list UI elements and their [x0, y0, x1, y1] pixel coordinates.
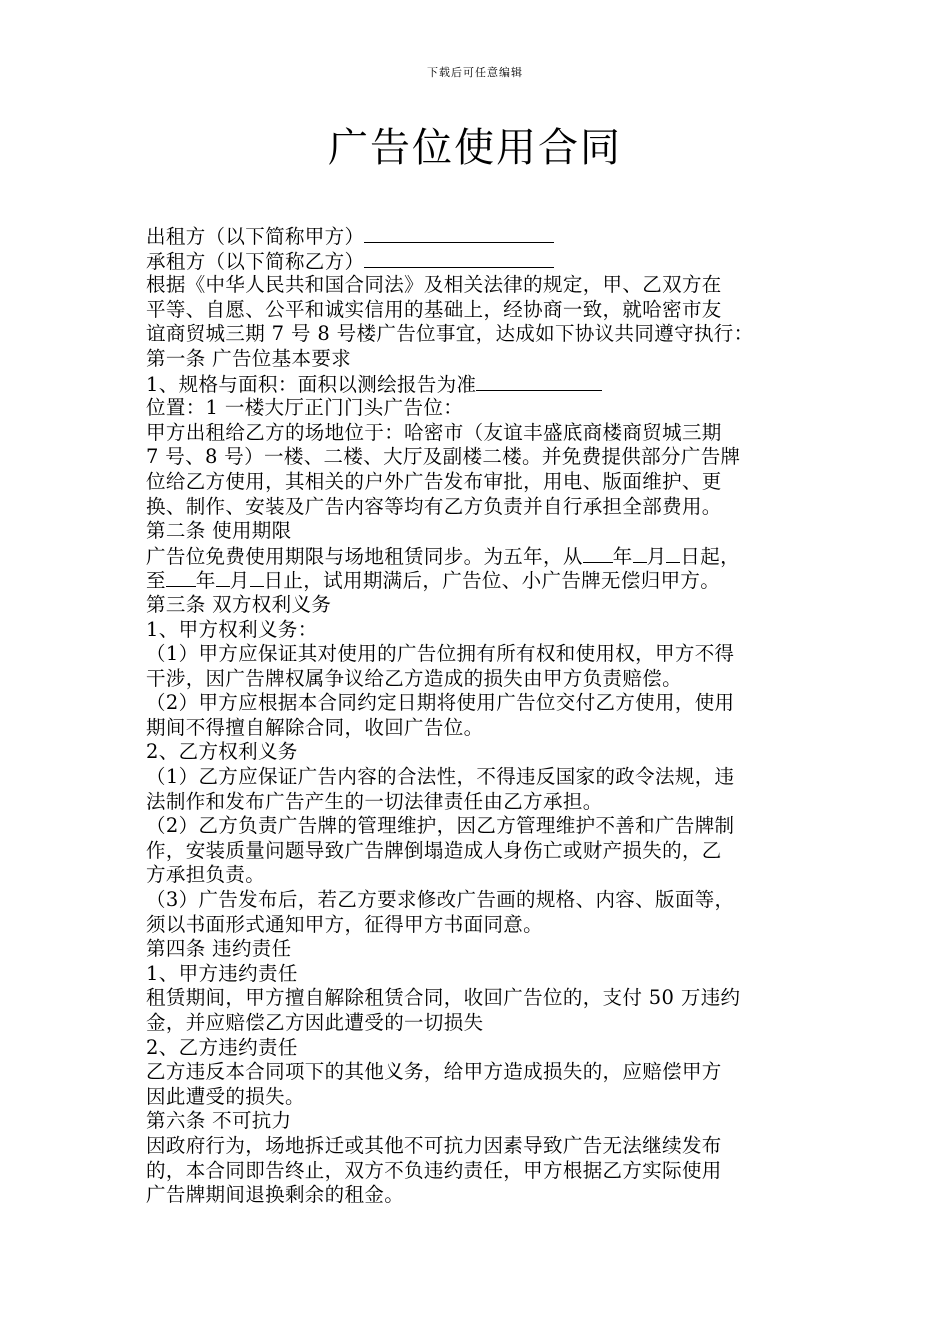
party-b-breach-text: 因此遭受的损失。	[146, 1084, 305, 1108]
month-label: 月	[229, 569, 250, 593]
party-b-duties-heading: 2、乙方权利义务	[146, 740, 298, 764]
lessee-line	[146, 249, 806, 274]
party-a-breach-text: 租赁期间，甲方擅自解除租赁合同，收回广告位的，支付 50 万违约	[146, 986, 741, 1010]
article-4-heading: 第四条 违约责任	[146, 937, 292, 961]
header-note: 下载后可任意编辑	[427, 66, 523, 79]
article-1-text: 位给乙方使用，其相关的户外广告发布审批，用电、版面维护、更	[146, 469, 722, 493]
article-6-heading: 第六条 不可抗力	[146, 1109, 292, 1133]
party-b-duty-text: 法制作和发布广告产生的一切法律责任由乙方承担。	[146, 789, 603, 813]
party-a-breach-text: 金，并应赔偿乙方因此遭受的一切损失	[146, 1011, 484, 1034]
force-majeure-text: 的，本合同即告终止，双方不负违约责任，甲方根据乙方实际使用	[146, 1158, 722, 1182]
term-start-line	[146, 544, 806, 569]
article-1-text: 换、制作、安装及广告内容等均有乙方负责并自行承担全部费用。	[146, 494, 722, 518]
end-month-blank[interactable]	[216, 568, 230, 587]
party-b-duty-text: 方承担负责。	[146, 863, 266, 887]
party-b-duty-text: （2）乙方负责广告牌的管理维护，因乙方管理维护不善和广告牌制	[146, 814, 735, 838]
year-label: 年	[612, 544, 633, 568]
article-1-heading: 第一条 广告位基本要求	[146, 346, 352, 370]
year-label: 年	[195, 569, 216, 593]
month-label: 月	[646, 544, 667, 568]
area-blank[interactable]	[476, 372, 602, 391]
party-a-duty-text: （2）甲方应根据本合同约定日期将使用广告位交付乙方使用，使用	[146, 691, 735, 715]
end-year-blank[interactable]	[166, 568, 196, 587]
start-month-blank[interactable]	[633, 544, 647, 563]
party-b-breach-heading: 2、乙方违约责任	[146, 1035, 298, 1059]
start-day-blank[interactable]	[666, 544, 680, 563]
lessor-line	[146, 224, 806, 249]
term-end-line	[146, 568, 806, 593]
term-end-prefix: 至	[146, 569, 166, 593]
party-b-duty-text: 作，安装质量问题导致广告牌倒塌造成人身伤亡或财产损失的，乙	[146, 838, 722, 862]
party-b-duty-text: （3）广告发布后，若乙方要求修改广告画的规格、内容、版面等，	[146, 888, 735, 912]
lessee-blank[interactable]	[364, 249, 554, 268]
party-a-duty-text: 期间不得擅自解除合同，收回广告位。	[146, 715, 484, 739]
spec-area-line	[146, 372, 806, 397]
lessee-label: 承租方（以下简称乙方）	[146, 249, 365, 273]
article-2-heading: 第二条 使用期限	[146, 519, 292, 543]
document-title: 广告位使用合同	[328, 125, 622, 171]
force-majeure-text: 广告牌期间退换剩余的租金。	[146, 1183, 405, 1207]
party-b-duty-text: 须以书面形式通知甲方，征得甲方书面同意。	[146, 912, 544, 936]
contract-body	[146, 224, 806, 1208]
preamble-line: 谊商贸城三期 7 号 8 号楼广告位事宜，达成如下协议共同遵守执行：	[146, 322, 754, 346]
article-1-text: 甲方出租给乙方的场地位于：哈密市（友谊丰盛底商楼商贸城三期	[146, 420, 722, 444]
party-a-duties-heading: 1、甲方权利义务：	[146, 617, 318, 641]
party-a-breach-heading: 1、甲方违约责任	[146, 961, 298, 985]
start-year-blank[interactable]	[583, 544, 613, 563]
force-majeure-text: 因政府行为，场地拆迁或其他不可抗力因素导致广告无法继续发布	[146, 1133, 722, 1157]
term-end-text: 日止，试用期满后，广告位、小广告牌无偿归甲方。	[263, 569, 721, 593]
term-start-text: 广告位免费使用期限与场地租赁同步。为五年，从	[146, 544, 583, 568]
party-a-duty-text: （1）甲方应保证其对使用的广告位拥有所有权和使用权，甲方不得	[146, 642, 735, 666]
day-label: 日起，	[680, 544, 740, 568]
lessor-label: 出租方（以下简称甲方）	[146, 225, 365, 248]
lessor-blank[interactable]	[364, 224, 554, 243]
end-day-blank[interactable]	[250, 568, 264, 587]
party-b-breach-text: 乙方违反本合同项下的其他义务，给甲方造成损失的，应赔偿甲方	[146, 1060, 722, 1084]
party-a-duty-text: 干涉，因广告牌权属争议给乙方造成的损失由甲方负责赔偿。	[146, 666, 682, 690]
article-3-heading: 第三条 双方权利义务	[146, 592, 332, 616]
spec-area-label: 1、规格与面积：面积以测绘报告为准	[146, 372, 477, 396]
preamble-line: 根据《中华人民共和国合同法》及相关法律的规定，甲、乙双方在	[146, 273, 722, 297]
party-b-duty-text: （1）乙方应保证广告内容的合法性，不得违反国家的政令法规，违	[146, 765, 735, 789]
article-1-text: 7 号、8 号）一楼、二楼、大厅及副楼二楼。并免费提供部分广告牌	[146, 445, 741, 469]
location-line: 位置：1 一楼大厅正门门头广告位：	[146, 396, 464, 420]
preamble-line: 平等、自愿、公平和诚实信用的基础上，经协商一致，就哈密市友	[146, 297, 722, 321]
